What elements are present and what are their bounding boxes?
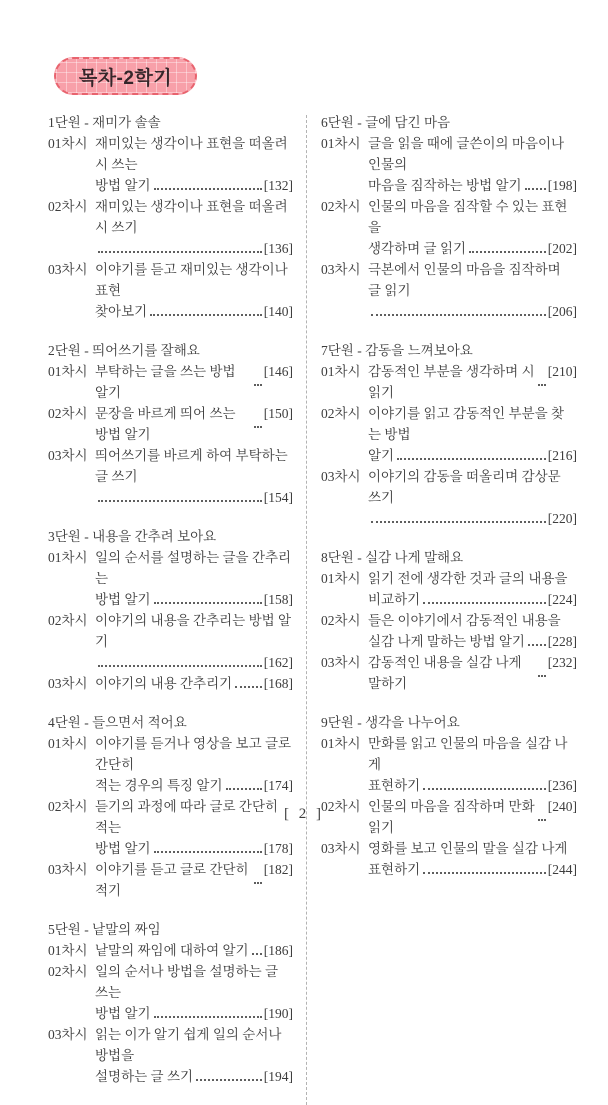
lesson-number: 01차시 <box>48 943 88 958</box>
lesson-number: 03차시 <box>321 262 361 277</box>
unit-title: 5단원 - 낱말의 짜임 <box>48 922 161 937</box>
lesson-row <box>48 673 293 694</box>
dot-leader <box>254 882 262 884</box>
lesson-body <box>95 673 293 694</box>
page-ref: [216] <box>547 448 577 463</box>
lesson-row <box>48 859 293 901</box>
lesson-line <box>95 775 293 796</box>
lesson-row <box>48 196 293 259</box>
lesson-title-text: 실감 나게 말하는 방법 알기 <box>368 634 525 649</box>
page-ref: [158] <box>263 592 293 607</box>
lesson-title-text: 극본에서 인물의 마음을 짐작하며 글 읽기 <box>368 262 561 298</box>
unit-title: 9단원 - 생각을 나누어요 <box>321 715 460 730</box>
lesson-line <box>368 631 577 652</box>
lesson-row <box>48 133 293 196</box>
lesson-line <box>95 961 293 1003</box>
lesson-line <box>368 733 577 775</box>
dot-leader <box>154 602 262 604</box>
page-number: [ 2 ] <box>284 806 324 822</box>
lesson-number: 01차시 <box>48 364 88 379</box>
lesson-number: 03차시 <box>321 841 361 856</box>
lesson-number: 01차시 <box>321 364 361 379</box>
lesson-line <box>95 859 293 901</box>
lesson-line <box>95 196 293 238</box>
toc-section <box>48 526 293 694</box>
lesson-number: 03차시 <box>321 469 361 484</box>
lesson-line <box>95 1066 293 1087</box>
lesson-line <box>368 775 577 796</box>
page-ref: [232] <box>547 655 577 670</box>
lesson-line <box>368 445 577 466</box>
lesson-title-text: 이야기를 읽고 감동적인 부분을 찾는 방법 <box>368 406 565 442</box>
lesson-title-text: 일의 순서나 방법을 설명하는 글 쓰는 <box>95 964 279 1000</box>
lesson-title-text: 이야기를 듣거나 영상을 보고 글로 간단히 <box>95 736 292 772</box>
lesson-number: 03차시 <box>321 655 361 670</box>
page-ref: [236] <box>547 778 577 793</box>
lesson-line <box>368 133 577 175</box>
lesson-number: 01차시 <box>48 136 88 151</box>
toc-section <box>48 112 293 322</box>
lesson-row <box>321 133 577 196</box>
lesson-body <box>368 466 577 529</box>
lesson-body <box>95 196 293 259</box>
lesson-line <box>368 259 577 301</box>
toc-section <box>48 340 293 508</box>
dot-leader <box>371 314 546 316</box>
lesson-title-text: 들은 이야기에서 감동적인 내용을 <box>368 613 561 628</box>
lesson-title-text: 찾아보기 <box>95 304 148 319</box>
lesson-title-text: 방법 알기 <box>95 592 151 607</box>
dot-leader <box>538 675 546 677</box>
lesson-line <box>368 859 577 880</box>
lesson-line <box>95 673 293 694</box>
lesson-title-text: 글을 읽을 때에 글쓴이의 마음이나 인물의 <box>368 136 565 172</box>
unit-title: 6단원 - 글에 담긴 마음 <box>321 115 451 130</box>
dot-leader <box>371 521 546 523</box>
lesson-line <box>368 301 577 322</box>
dot-leader <box>423 602 546 604</box>
lesson-body <box>95 259 293 322</box>
lesson-body <box>95 403 293 445</box>
lesson-line <box>95 361 293 403</box>
dot-leader <box>254 384 262 386</box>
lesson-body <box>95 940 293 961</box>
unit-title: 2단원 - 띄어쓰기를 잘해요 <box>48 343 200 358</box>
lesson-number: 02차시 <box>48 199 88 214</box>
lesson-row <box>48 961 293 1024</box>
page-ref: [136] <box>263 241 293 256</box>
lesson-line <box>95 259 293 301</box>
page-ref: [194] <box>263 1069 293 1084</box>
lesson-body <box>368 610 577 652</box>
lesson-line <box>95 1024 293 1066</box>
lesson-body <box>95 961 293 1024</box>
lesson-number: 02차시 <box>321 406 361 421</box>
dot-leader <box>98 665 262 667</box>
lesson-row <box>321 610 577 652</box>
page-ref: [154] <box>263 490 293 505</box>
lesson-row <box>48 361 293 403</box>
lesson-title-text: 영화를 보고 인물의 말을 실감 나게 <box>368 841 568 856</box>
lesson-row <box>321 196 577 259</box>
dot-leader <box>252 953 262 955</box>
lesson-number: 03차시 <box>48 862 88 877</box>
page-ref: [174] <box>263 778 293 793</box>
toc-column-left <box>48 112 293 1105</box>
lesson-title-text: 설명하는 글 쓰기 <box>95 1069 194 1084</box>
lesson-row <box>321 466 577 529</box>
lesson-number: 01차시 <box>321 136 361 151</box>
lesson-row <box>48 547 293 610</box>
lesson-body <box>95 133 293 196</box>
toc-section <box>321 712 577 880</box>
lesson-line <box>95 175 293 196</box>
toc-body <box>48 112 577 1105</box>
dot-leader <box>235 686 262 688</box>
toc-section <box>321 340 577 529</box>
lesson-row <box>321 568 577 610</box>
page-ref: [210] <box>547 364 577 379</box>
lesson-row <box>321 403 577 466</box>
lesson-number: 02차시 <box>48 799 88 814</box>
page-ref: [198] <box>547 178 577 193</box>
page-ref: [186] <box>263 943 293 958</box>
lesson-number: 01차시 <box>48 736 88 751</box>
lesson-row <box>321 361 577 403</box>
lesson-row <box>321 733 577 796</box>
dot-leader <box>538 384 546 386</box>
page-ref: [220] <box>547 511 577 526</box>
lesson-title-text: 이야기를 듣고 재미있는 생각이나 표현 <box>95 262 288 298</box>
lesson-number: 01차시 <box>48 550 88 565</box>
lesson-title-text: 만화를 읽고 인물의 마음을 실감 나게 <box>368 736 568 772</box>
lesson-body <box>368 133 577 196</box>
lesson-row <box>48 403 293 445</box>
lesson-title-text: 띄어쓰기를 바르게 하여 부탁하는 글 쓰기 <box>95 448 288 484</box>
page-ref: [178] <box>263 841 293 856</box>
dot-leader <box>423 872 546 874</box>
chapter-badge-label: 목차-2학기 <box>78 67 173 89</box>
dot-leader <box>525 188 546 190</box>
lesson-title-text: 읽기 전에 생각한 것과 글의 내용을 <box>368 571 568 586</box>
lesson-row <box>321 652 577 694</box>
lesson-body <box>95 610 293 673</box>
lesson-body <box>368 568 577 610</box>
toc-column-right <box>321 112 577 898</box>
unit-title: 7단원 - 감동을 느껴보아요 <box>321 343 473 358</box>
lesson-body <box>95 445 293 508</box>
lesson-title-text: 방법 알기 <box>95 1006 151 1021</box>
lesson-title-text: 비교하기 <box>368 592 421 607</box>
lesson-line <box>368 361 577 403</box>
lesson-title-text: 재미있는 생각이나 표현을 떠올려 시 쓰기 <box>95 199 288 235</box>
lesson-row <box>48 940 293 961</box>
dot-leader <box>397 458 546 460</box>
page-ref: [240] <box>547 799 577 814</box>
lesson-title-text: 방법 알기 <box>95 178 151 193</box>
lesson-body <box>368 259 577 322</box>
unit-title: 4단원 - 들으면서 적어요 <box>48 715 187 730</box>
lesson-title-text: 인물의 마음을 짐작하며 만화 읽기 <box>368 799 535 835</box>
lesson-number: 01차시 <box>321 571 361 586</box>
page-ref: [168] <box>263 676 293 691</box>
page-ref: [224] <box>547 592 577 607</box>
lesson-line <box>368 508 577 529</box>
page-ref: [182] <box>263 862 293 877</box>
lesson-title-text: 재미있는 생각이나 표현을 떠올려 시 쓰는 <box>95 136 288 172</box>
page-ref: [206] <box>547 304 577 319</box>
lesson-body <box>368 196 577 259</box>
lesson-row <box>48 610 293 673</box>
lesson-line <box>368 466 577 508</box>
lesson-title-text: 표현하기 <box>368 862 421 877</box>
lesson-line <box>368 610 577 631</box>
dot-leader <box>254 426 262 428</box>
lesson-line <box>95 445 293 487</box>
lesson-line <box>368 403 577 445</box>
lesson-title-text: 감동적인 내용을 실감 나게 말하기 <box>368 655 522 691</box>
lesson-body <box>95 733 293 796</box>
page-ref: [162] <box>263 655 293 670</box>
lesson-line <box>368 568 577 589</box>
lesson-line <box>95 547 293 589</box>
lesson-title-text: 문장을 바르게 띄어 쓰는 방법 알기 <box>95 406 236 442</box>
lesson-line <box>368 175 577 196</box>
page-ref: [132] <box>263 178 293 193</box>
lesson-row <box>48 259 293 322</box>
lesson-number: 01차시 <box>321 736 361 751</box>
column-divider <box>306 115 307 1105</box>
lesson-body <box>368 361 577 403</box>
toc-section <box>48 919 293 1087</box>
lesson-body <box>368 838 577 880</box>
lesson-body <box>368 652 577 694</box>
lesson-title-text: 방법 알기 <box>95 841 151 856</box>
lesson-title-text: 일의 순서를 설명하는 글을 간추리는 <box>95 550 292 586</box>
lesson-title-text: 읽는 이가 알기 쉽게 일의 순서나 방법을 <box>95 1027 282 1063</box>
lesson-line <box>368 238 577 259</box>
lesson-row <box>48 1024 293 1087</box>
dot-leader <box>154 1016 262 1018</box>
lesson-row <box>48 445 293 508</box>
lesson-line <box>95 652 293 673</box>
lesson-line <box>95 238 293 259</box>
lesson-line <box>95 487 293 508</box>
lesson-line <box>368 838 577 859</box>
lesson-title-text: 적는 경우의 특징 알기 <box>95 778 223 793</box>
lesson-body <box>368 733 577 796</box>
lesson-line <box>95 1003 293 1024</box>
lesson-line <box>95 133 293 175</box>
lesson-line <box>95 301 293 322</box>
unit-title: 3단원 - 내용을 간추려 보아요 <box>48 529 217 544</box>
lesson-title-text: 이야기의 내용을 간추리는 방법 알기 <box>95 613 292 649</box>
dot-leader <box>226 788 262 790</box>
lesson-number: 02차시 <box>48 964 88 979</box>
lesson-line <box>95 610 293 652</box>
chapter-badge <box>54 57 197 95</box>
lesson-row <box>321 259 577 322</box>
page-ref: [140] <box>263 304 293 319</box>
page-ref: [202] <box>547 241 577 256</box>
lesson-line <box>368 589 577 610</box>
lesson-number: 02차시 <box>321 199 361 214</box>
dot-leader <box>98 500 262 502</box>
lesson-row <box>48 733 293 796</box>
lesson-number: 02차시 <box>321 799 361 814</box>
lesson-number: 03차시 <box>48 1027 88 1042</box>
lesson-title-text: 알기 <box>368 448 395 463</box>
lesson-body <box>368 403 577 466</box>
lesson-number: 03차시 <box>48 448 88 463</box>
dot-leader <box>423 788 546 790</box>
lesson-title-text: 인물의 마음을 짐작할 수 있는 표현을 <box>368 199 568 235</box>
lesson-body <box>95 1024 293 1087</box>
lesson-body <box>95 547 293 610</box>
unit-title: 1단원 - 재미가 솔솔 <box>48 115 161 130</box>
lesson-number: 02차시 <box>48 613 88 628</box>
dot-leader <box>528 644 546 646</box>
lesson-line <box>368 196 577 238</box>
lesson-body <box>95 361 293 403</box>
lesson-line <box>95 589 293 610</box>
lesson-row <box>321 838 577 880</box>
page-ref: [150] <box>263 406 293 421</box>
dot-leader <box>154 851 262 853</box>
lesson-line <box>95 733 293 775</box>
lesson-title-text: 듣기의 과정에 따라 글로 간단히 적는 <box>95 799 279 835</box>
lesson-title-text: 이야기의 감동을 떠올리며 감상문 쓰기 <box>368 469 561 505</box>
unit-title: 8단원 - 실감 나게 말해요 <box>321 550 464 565</box>
lesson-line <box>95 403 293 445</box>
dot-leader <box>469 251 546 253</box>
page-ref: [228] <box>547 634 577 649</box>
toc-section <box>321 112 577 322</box>
page-ref: [146] <box>263 364 293 379</box>
lesson-line <box>368 652 577 694</box>
lesson-title-text: 이야기를 듣고 글로 간단히 적기 <box>95 862 249 898</box>
lesson-title-text: 낱말의 짜임에 대하여 알기 <box>95 943 249 958</box>
lesson-title-text: 표현하기 <box>368 778 421 793</box>
lesson-number: 02차시 <box>48 406 88 421</box>
lesson-title-text: 이야기의 내용 간추리기 <box>95 676 233 691</box>
lesson-line <box>95 838 293 859</box>
dot-leader <box>98 251 262 253</box>
lesson-body <box>95 859 293 901</box>
dot-leader <box>154 188 262 190</box>
lesson-number: 03차시 <box>48 676 88 691</box>
lesson-title-text: 감동적인 부분을 생각하며 시 읽기 <box>368 364 535 400</box>
lesson-title-text: 부탁하는 글을 쓰는 방법 알기 <box>95 364 236 400</box>
dot-leader <box>150 314 262 316</box>
lesson-number: 02차시 <box>321 613 361 628</box>
dot-leader <box>196 1079 262 1081</box>
lesson-title-text: 생각하며 글 읽기 <box>368 241 467 256</box>
toc-section <box>321 547 577 694</box>
lesson-line <box>95 940 293 961</box>
lesson-title-text: 마음을 짐작하는 방법 알기 <box>368 178 522 193</box>
page-ref: [244] <box>547 862 577 877</box>
lesson-number: 03차시 <box>48 262 88 277</box>
page-ref: [190] <box>263 1006 293 1021</box>
